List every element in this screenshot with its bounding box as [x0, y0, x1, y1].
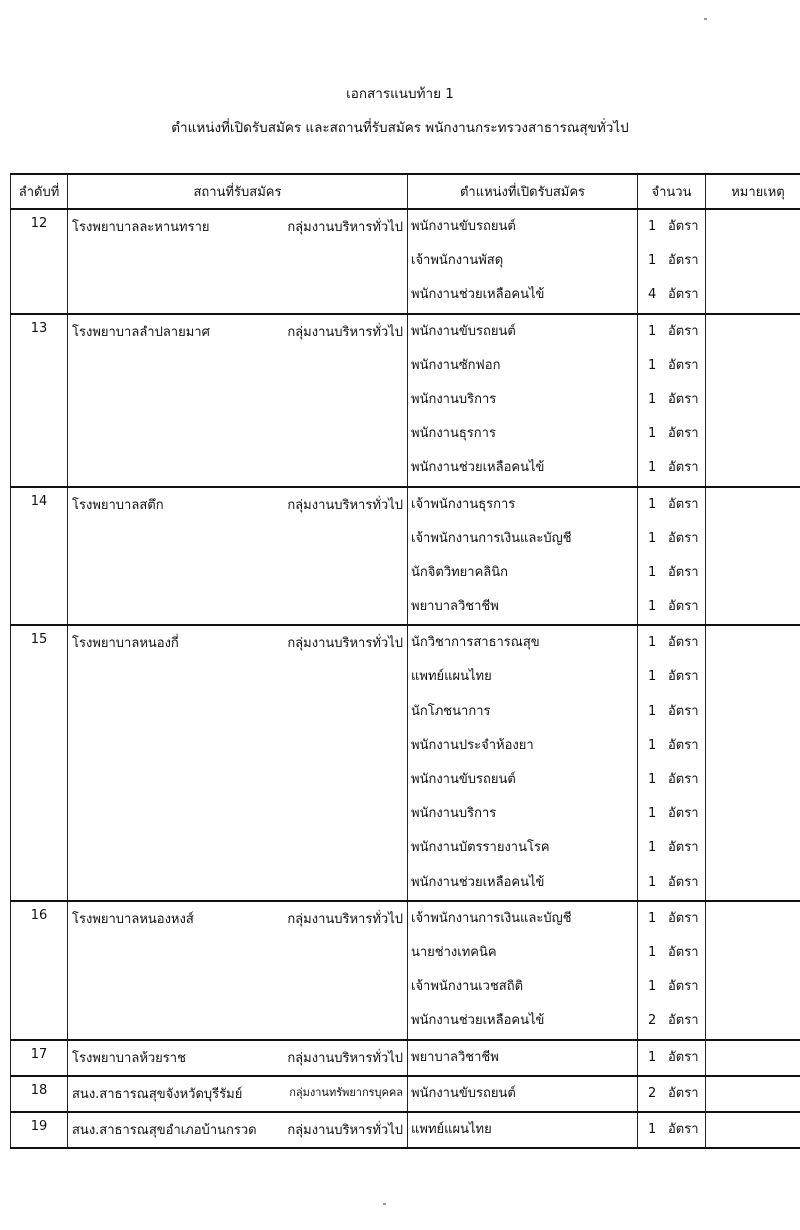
row-place-cell — [68, 209, 408, 314]
department-name: กลุ่มงานบริหารทั่วไป — [287, 497, 403, 513]
count-number: 1 — [648, 669, 657, 685]
header-position: ตำแหน่งที่เปิดรับสมัคร — [408, 174, 638, 209]
count-number: 1 — [648, 910, 657, 926]
position-count — [648, 1041, 705, 1075]
count-unit: อัตรา — [668, 564, 699, 580]
row-positions-cell — [408, 1112, 638, 1148]
position-count — [648, 902, 705, 936]
department-name: กลุ่มงานบริหารทั่วไป — [287, 636, 403, 652]
row-seq: 18 — [11, 1076, 68, 1112]
count-number: 1 — [648, 323, 657, 339]
position-name: นายช่างเทคนิค — [411, 944, 497, 960]
count-unit: อัตรา — [668, 1049, 699, 1065]
position-count — [648, 417, 705, 451]
position-count — [648, 1113, 705, 1147]
position-name: พยาบาลวิชาชีพ — [411, 599, 499, 615]
position-name: เจ้าพนักงานเวชสถิติ — [411, 979, 524, 995]
count-unit: อัตรา — [668, 874, 699, 890]
position-count — [648, 970, 705, 1004]
positions-table — [10, 173, 800, 1149]
scan-speck — [383, 1203, 386, 1205]
count-unit: อัตรา — [668, 323, 699, 339]
row-positions-cell — [408, 901, 638, 1040]
position-name: พนักงานช่วยเหลือคนไข้ — [411, 1013, 545, 1029]
count-unit: อัตรา — [668, 287, 699, 303]
row-count-cell — [638, 1040, 706, 1076]
position-count — [648, 451, 705, 485]
position-count — [648, 626, 705, 660]
count-unit: อัตรา — [668, 703, 699, 719]
position-name: พนักงานบัตรรายงานโรค — [411, 840, 550, 856]
row-count-cell — [638, 209, 706, 314]
table-row — [11, 209, 800, 314]
position-count — [648, 936, 705, 970]
department-name: กลุ่มงานบริหารทั่วไป — [287, 1050, 403, 1066]
count-unit: อัตรา — [668, 253, 699, 269]
row-place-cell — [68, 487, 408, 626]
place-name: โรงพยาบาลหนองหงส์ — [72, 911, 194, 927]
position-name: พนักงานช่วยเหลือคนไข้ — [411, 287, 545, 303]
row-place-cell — [68, 901, 408, 1040]
row-place-cell — [68, 1076, 408, 1112]
count-number: 1 — [648, 1121, 657, 1137]
document-subtitle: ตำแหน่งที่เปิดรับสมัคร และสถานที่รับสมัคร พนักงานกระทรวงสาธารณสุขทั่วไป — [171, 120, 629, 136]
header-count: จำนวน — [638, 174, 706, 209]
count-unit: อัตรา — [668, 1121, 699, 1137]
place-name: สนง.สาธารณสุขจังหวัดบุรีรัมย์ — [72, 1086, 243, 1102]
table-row — [11, 1112, 800, 1148]
row-remark-cell — [706, 1076, 800, 1112]
position-name: พนักงานขับรถยนต์ — [411, 772, 516, 787]
count-number: 2 — [648, 1013, 657, 1029]
count-number: 1 — [648, 599, 657, 615]
count-unit: อัตรา — [668, 219, 699, 234]
position-name: เจ้าพนักงานธุรการ — [411, 496, 516, 512]
department-name: กลุ่มงานบริหารทั่วไป — [287, 220, 403, 235]
count-unit: อัตรา — [668, 426, 699, 442]
row-seq: 12 — [11, 209, 68, 314]
department-name: กลุ่มงานบริหารทั่วไป — [287, 324, 403, 340]
row-positions-cell — [408, 314, 638, 487]
count-number: 1 — [648, 564, 657, 580]
count-number: 1 — [648, 460, 657, 476]
count-number: 1 — [648, 944, 657, 960]
count-unit: อัตรา — [668, 635, 699, 651]
count-number: 2 — [648, 1085, 657, 1101]
position-name: พนักงานธุรการ — [411, 426, 496, 442]
position-count — [648, 315, 705, 349]
position-name: แพทย์แผนไทย — [411, 1121, 492, 1137]
table-row — [11, 901, 800, 1040]
position-name: พนักงานประจำห้องยา — [411, 737, 534, 753]
row-remark-cell — [706, 209, 800, 314]
row-remark-cell — [706, 625, 800, 901]
row-remark-cell — [706, 1112, 800, 1148]
place-name: โรงพยาบาลหนองกี่ — [72, 636, 179, 652]
position-count — [648, 556, 705, 590]
position-name: พนักงานขับรถยนต์ — [411, 219, 516, 234]
position-count — [648, 1004, 705, 1038]
count-unit: อัตรา — [668, 357, 699, 373]
scan-speck — [704, 18, 707, 20]
count-number: 1 — [648, 357, 657, 373]
row-seq: 15 — [11, 625, 68, 901]
position-count — [648, 349, 705, 383]
place-name: โรงพยาบาลลำปลายมาศ — [72, 324, 210, 340]
position-name: พนักงานขับรถยนต์ — [411, 323, 516, 339]
document-title: เอกสารแนบท้าย 1 — [346, 86, 454, 102]
count-number: 1 — [648, 426, 657, 442]
position-name: พนักงานบริการ — [411, 391, 497, 407]
row-positions-cell — [408, 625, 638, 901]
table-row — [11, 314, 800, 487]
position-name: นักวิชาการสาธารณสุข — [411, 635, 540, 651]
department-name: กลุ่มงานบริหารทั่วไป — [287, 1122, 403, 1138]
position-name: พยาบาลวิชาชีพ — [411, 1049, 499, 1065]
row-seq: 16 — [11, 901, 68, 1040]
count-unit: อัตรา — [668, 944, 699, 960]
position-name: พนักงานช่วยเหลือคนไข้ — [411, 460, 545, 476]
row-seq: 19 — [11, 1112, 68, 1148]
count-unit: อัตรา — [668, 1085, 699, 1101]
row-count-cell — [638, 1112, 706, 1148]
row-seq: 14 — [11, 487, 68, 626]
count-number: 1 — [648, 737, 657, 753]
row-place-cell — [68, 314, 408, 487]
count-number: 1 — [648, 874, 657, 890]
place-name: โรงพยาบาลสตึก — [72, 497, 164, 513]
count-unit: อัตรา — [668, 460, 699, 476]
position-count — [648, 729, 705, 763]
position-name: นักโภชนาการ — [411, 703, 491, 719]
position-name: พนักงานซักฟอก — [411, 357, 501, 373]
department-name: กลุ่มงานบริหารทั่วไป — [287, 911, 403, 927]
position-count — [648, 660, 705, 694]
count-number: 1 — [648, 219, 657, 234]
position-count — [648, 522, 705, 556]
position-name: เจ้าพนักงานการเงินและบัญชี — [411, 530, 572, 546]
count-number: 1 — [648, 979, 657, 995]
position-count — [648, 383, 705, 417]
row-count-cell — [638, 314, 706, 487]
count-number: 1 — [648, 1049, 657, 1065]
count-number: 1 — [648, 806, 657, 822]
position-name: พนักงานช่วยเหลือคนไข้ — [411, 874, 545, 890]
count-number: 4 — [648, 287, 657, 303]
position-count — [648, 1077, 705, 1111]
header-seq: ลำดับที่ — [11, 174, 68, 209]
row-remark-cell — [706, 1040, 800, 1076]
position-name: พนักงานบริการ — [411, 806, 497, 822]
count-unit: อัตรา — [668, 496, 699, 512]
row-remark-cell — [706, 487, 800, 626]
table-body — [11, 209, 800, 1148]
position-name: เจ้าพนักงานพัสดุ — [411, 253, 504, 269]
row-place-cell — [68, 1112, 408, 1148]
count-unit: อัตรา — [668, 669, 699, 685]
count-number: 1 — [648, 703, 657, 719]
position-count — [648, 797, 705, 831]
row-positions-cell — [408, 209, 638, 314]
position-name: แพทย์แผนไทย — [411, 669, 492, 685]
position-name: เจ้าพนักงานการเงินและบัญชี — [411, 910, 572, 926]
count-unit: อัตรา — [668, 772, 699, 787]
count-number: 1 — [648, 391, 657, 407]
table-row — [11, 1076, 800, 1112]
count-unit: อัตรา — [668, 979, 699, 995]
header-place: สถานที่รับสมัคร — [68, 174, 408, 209]
count-unit: อัตรา — [668, 840, 699, 856]
count-number: 1 — [648, 635, 657, 651]
position-count — [648, 488, 705, 522]
position-count — [648, 763, 705, 797]
row-count-cell — [638, 1076, 706, 1112]
position-count — [648, 244, 705, 278]
count-unit: อัตรา — [668, 530, 699, 546]
count-unit: อัตรา — [668, 806, 699, 822]
row-count-cell — [638, 625, 706, 901]
table-row — [11, 1040, 800, 1076]
position-count — [648, 210, 705, 244]
department-name: กลุ่มงานทรัพยากรบุคคล — [289, 1085, 403, 1099]
row-positions-cell — [408, 487, 638, 626]
row-count-cell — [638, 901, 706, 1040]
row-positions-cell — [408, 1076, 638, 1112]
row-place-cell — [68, 625, 408, 901]
position-count — [648, 695, 705, 729]
count-number: 1 — [648, 530, 657, 546]
place-name: โรงพยาบาลห้วยราช — [72, 1050, 186, 1066]
count-number: 1 — [648, 496, 657, 512]
count-number: 1 — [648, 253, 657, 269]
count-unit: อัตรา — [668, 599, 699, 615]
table-row — [11, 487, 800, 626]
count-unit: อัตรา — [668, 737, 699, 753]
position-count — [648, 278, 705, 312]
count-unit: อัตรา — [668, 910, 699, 926]
row-positions-cell — [408, 1040, 638, 1076]
position-name: นักจิตวิทยาคลินิก — [411, 564, 509, 580]
count-number: 1 — [648, 840, 657, 856]
row-remark-cell — [706, 314, 800, 487]
count-unit: อัตรา — [668, 391, 699, 407]
position-name: พนักงานขับรถยนต์ — [411, 1085, 516, 1101]
row-seq: 13 — [11, 314, 68, 487]
position-count — [648, 590, 705, 624]
place-name: สนง.สาธารณสุขอำเภอบ้านกรวด — [72, 1122, 257, 1138]
count-unit: อัตรา — [668, 1013, 699, 1029]
position-count — [648, 866, 705, 900]
row-remark-cell — [706, 901, 800, 1040]
row-seq: 17 — [11, 1040, 68, 1076]
table-header-row — [11, 174, 800, 209]
row-place-cell — [68, 1040, 408, 1076]
table-row — [11, 625, 800, 901]
place-name: โรงพยาบาลละหานทราย — [72, 220, 210, 235]
position-count — [648, 831, 705, 865]
count-number: 1 — [648, 772, 657, 787]
header-remark: หมายเหตุ — [706, 174, 800, 209]
row-count-cell — [638, 487, 706, 626]
